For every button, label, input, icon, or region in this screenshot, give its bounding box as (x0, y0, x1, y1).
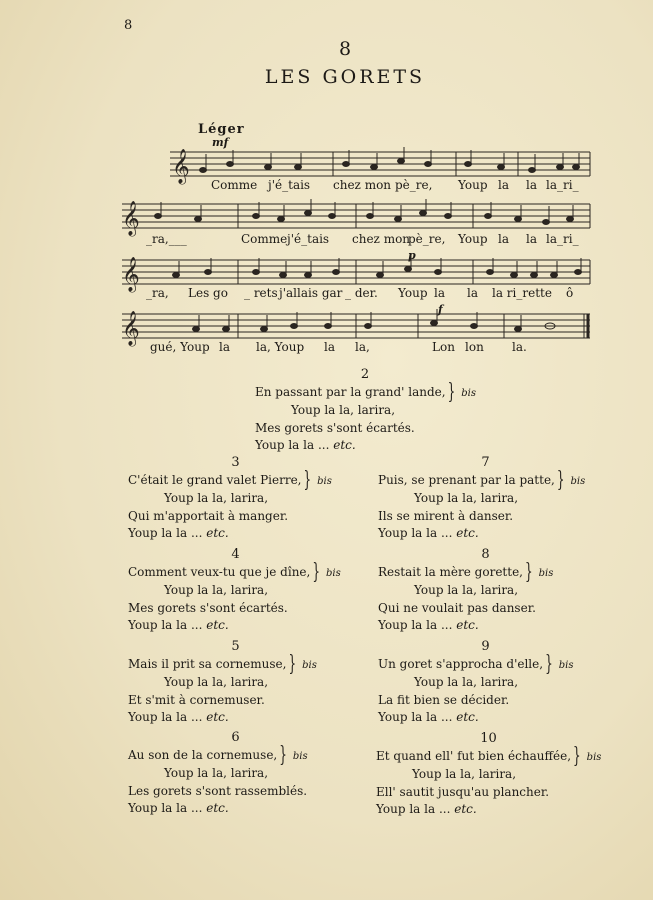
tempo-marking: Léger (198, 122, 245, 137)
lyric-syllable: _ra, (146, 286, 169, 300)
verse-line: Ell' sautit jusqu'au plancher. (376, 784, 550, 799)
verse-line: Youp la la, larira, (412, 767, 517, 781)
verse-line: Youp la la ... etc. (378, 618, 479, 632)
verse-line: Youp la la ... etc. (378, 526, 479, 540)
verse-number: 8 (481, 547, 490, 562)
lyric-syllable: j'allais gar (279, 286, 343, 300)
verse-line: Youp la la ... etc. (376, 802, 477, 816)
verse-number: 2 (360, 367, 370, 382)
lyric-syllable: gué, Youp (150, 340, 210, 354)
lyric-syllable: Youp (458, 232, 488, 246)
dynamic-mf: mf (212, 136, 229, 149)
song-title: LES GORETS (264, 66, 426, 88)
verse-number: 5 (231, 639, 240, 654)
svg-text:𝄞: 𝄞 (122, 311, 140, 346)
svg-text:𝄞: 𝄞 (122, 257, 140, 292)
lyric-syllable: la_ri_ (546, 178, 579, 192)
lyric-syllable: lon (465, 340, 484, 354)
verse-line: Youp la la, larira, (164, 766, 269, 780)
lyric-syllable: j'é_tais (268, 178, 311, 192)
verse-line: Youp la la ... etc. (378, 710, 479, 724)
verse-line: Et quand ell' fut bien échauffée, } bis (376, 748, 601, 767)
verse-line: Youp la la ... etc. (128, 710, 229, 724)
svg-text:𝄞: 𝄞 (172, 149, 190, 184)
verse-2 (255, 366, 475, 455)
verse-line: Mes gorets s'sont écartés. (255, 420, 415, 435)
lyric-syllable: Youp (458, 178, 488, 192)
verse-line: Youp la la, larira, (414, 675, 519, 689)
page-number: 8 (124, 18, 133, 33)
verse-number: 3 (231, 455, 240, 470)
lyric-syllable: la (219, 340, 230, 354)
verse-line: Et s'mit à cornemuser. (128, 692, 265, 707)
lyric-syllable: la (467, 286, 478, 300)
verse-line: Qui ne voulait pas danser. (378, 600, 536, 615)
verse-line: Youp la la, larira, (291, 403, 396, 417)
bis-label: bis (558, 659, 574, 671)
brace-icon: } (573, 742, 581, 768)
lyric-syllable: chez mon (352, 232, 411, 246)
verse-line: C'était le grand valet Pierre, } bis (128, 472, 343, 491)
lyric-syllable: ô (566, 286, 574, 300)
verse-line: Mais il prit sa cornemuse, } bis (128, 656, 343, 675)
verse-line: Youp la la, larira, (414, 583, 519, 597)
lyric-syllable: _ra,___ (146, 232, 187, 246)
lyric-syllable: pè_re, (395, 178, 433, 192)
lyric-syllable: Lon (432, 340, 455, 354)
bis-label: bis (292, 750, 308, 762)
dynamic-p: p (408, 249, 416, 262)
bis-label: bis (570, 475, 586, 487)
verse-line: Puis, se prenant par la patte, } bis (378, 472, 593, 491)
lyric-syllable: _ der. (345, 286, 378, 300)
verse-number: 6 (231, 730, 240, 745)
verse-number: 7 (481, 455, 490, 470)
verse-5 (128, 638, 343, 727)
verse-line: Qui m'apportait à manger. (128, 508, 289, 523)
bis-label: bis (538, 567, 554, 579)
lyric-syllable: la (498, 178, 509, 192)
verse-line: En passant par la grand' lande, } bis (255, 384, 475, 403)
verse-line: Youp la la, larira, (164, 583, 269, 597)
lyric-syllable: la. (512, 340, 527, 354)
lyric-syllable: la (434, 286, 445, 300)
verse-line: Youp la la ... etc. (255, 438, 356, 452)
verse-7 (378, 454, 593, 543)
lyric-syllable: pè_re, (408, 232, 446, 246)
bis-label: bis (586, 751, 602, 763)
verse-line: Youp la la ... etc. (128, 526, 229, 540)
verse-line: Les gorets s'sont rassemblés. (128, 783, 308, 798)
verse-line: Ils se mirent à danser. (378, 508, 514, 523)
verse-line: Comment veux-tu que je dîne, } bis (128, 564, 343, 583)
brace-icon: } (545, 650, 553, 676)
verse-10 (376, 730, 601, 819)
brace-icon: } (556, 466, 565, 492)
song-number: 8 (338, 38, 352, 60)
bis-label: bis (325, 567, 341, 579)
brace-icon: } (447, 378, 456, 404)
verse-3 (128, 454, 343, 543)
verse-line: Au son de la cornemuse, } bis (128, 747, 343, 766)
verse-line: Youp la la ... etc. (128, 618, 229, 632)
lyric-syllable: la, (355, 340, 370, 354)
verse-9 (378, 638, 593, 727)
bis-label: bis (461, 387, 476, 399)
verse-6 (128, 729, 343, 818)
brace-icon: } (288, 650, 297, 676)
verse-number: 9 (481, 639, 490, 654)
lyric-syllable: Comme (241, 232, 288, 246)
verse-line: La fit bien se décider. (378, 692, 510, 707)
lyric-syllable: la (324, 340, 335, 354)
lyric-syllable: Youp (398, 286, 428, 300)
verse-line: Youp la la, larira, (164, 491, 269, 505)
verse-8 (378, 546, 593, 635)
lyric-syllable: la (526, 232, 537, 246)
brace-icon: } (525, 558, 533, 584)
lyric-syllable: la_ri_ (546, 232, 579, 246)
verse-4 (128, 546, 343, 635)
lyric-syllable: chez mon (333, 178, 392, 192)
brace-icon: } (312, 558, 320, 584)
lyric-syllable: _ rets (244, 286, 278, 300)
svg-text:𝄞: 𝄞 (122, 201, 140, 236)
bis-label: bis (317, 475, 332, 487)
lyric-syllable: la (526, 178, 537, 192)
lyric-syllable: Comme (211, 178, 258, 192)
verse-number: 4 (231, 547, 240, 562)
dynamic-f: f (438, 303, 443, 316)
verse-line: Un goret s'approcha d'elle, } bis (378, 656, 593, 675)
brace-icon: } (303, 466, 312, 492)
verse-line: Mes gorets s'sont écartés. (128, 600, 288, 615)
verse-line: Youp la la, larira, (164, 675, 269, 689)
lyric-syllable: j'é_tais (287, 232, 330, 246)
brace-icon: } (279, 741, 287, 767)
verse-line: Youp la la ... etc. (128, 801, 229, 815)
verse-line: Restait la mère gorette, } bis (378, 564, 593, 583)
bis-label: bis (302, 659, 317, 671)
lyric-syllable: la, Youp (256, 340, 305, 354)
verse-number: 10 (480, 731, 497, 746)
lyric-syllable: la (498, 232, 509, 246)
lyric-syllable: la ri_rette (492, 286, 552, 300)
verse-line: Youp la la, larira, (414, 491, 519, 505)
lyric-syllable: Les go (188, 286, 228, 300)
